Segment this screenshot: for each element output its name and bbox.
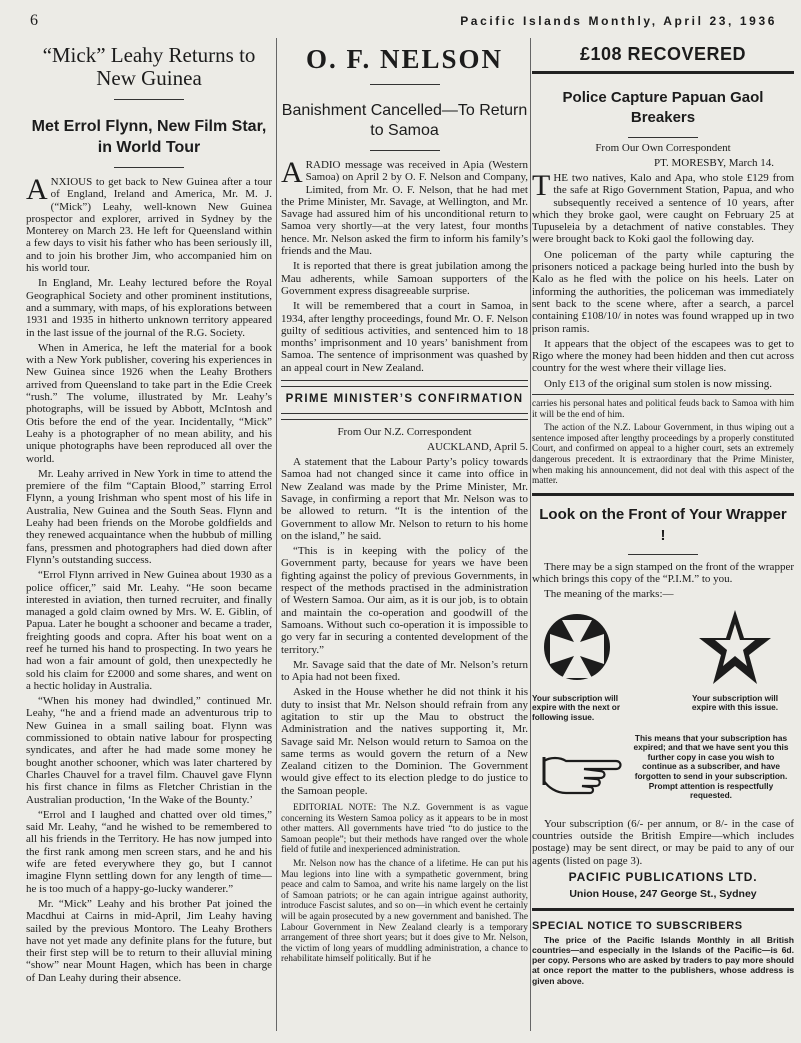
recovered-headline: £108 RECOVERED	[579, 44, 747, 64]
page-number: 6	[30, 12, 38, 29]
wrapper-headline: Look on the Front of Your Wrapper !	[539, 505, 787, 544]
nelson-subhead: Banishment Cancelled—To Return to Samoa	[281, 102, 528, 139]
short-rule	[114, 99, 184, 100]
short-rule	[370, 84, 440, 85]
dropcap: A	[26, 173, 48, 206]
leahy-subhead: Met Errol Flynn, New Film Star, in World Tour	[31, 118, 267, 156]
masthead: Pacific Islands Monthly, April 23, 1936	[460, 14, 777, 28]
circle-cross-icon	[542, 610, 612, 688]
page-header	[30, 12, 777, 34]
editorial-paragraph: EDITORIAL NOTE: The N.Z. Government is as vague concerning its Western Samoa policy as it appears to be in most other matters. All governments have tried “to do justice to the Samoan people”; but their methods have ranged over the whole field of futile and inexperienced administration.	[281, 803, 528, 856]
leahy-paragraph: ANXIOUS to get back to New Guinea after a tour of England, Ireland and America, Mr. M. J. (“Mick”) Leahy, well-known New Guinea prospector and explorer, arrived in Sydney by the Monterey on March 23. He left for Queensland within a few days to visit his father who has been seriously ill, and to join his brother Jim, who accompanied him on his world tour.	[26, 173, 272, 275]
section-title: PRIME MINISTER’S CONFIRMATION	[285, 393, 524, 406]
circle-caption: Your subscription will expire with the next or following issue.	[532, 692, 621, 722]
column-nelson	[281, 38, 528, 1037]
star-caption: Your subscription will expire with this issue.	[691, 692, 779, 713]
column-right	[532, 38, 794, 1037]
nelson-paragraph: A RADIO message was received in Apia (Western Samoa) on April 2 by O. F. Nelson and Company, Limited, from Mr. O. F. Nelson, that he had met the Prime Minister, Mr. Savage, at Wellington, and Mr. Savage had assured him of his unconditional return to Samoa very shortly—at the very latest, four months hence. Mr. Nelson asked the firm to inform his family’s friends and the Mau.	[281, 156, 528, 258]
leahy-paragraph: “When his money had dwindled,” continued Mr. Leahy, “he and a friend made an adventurous trip to New Guinea in a small sailing boat. Flynn was commissioned to obtain native labour for prospecting syndicates, and after he had made some money he bought another schooner, which was later chartered by Charles Chauvel for a travel film. Chauvel gave Flynn his first chance in films as Fletcher Christian in the Australian production, ‘In the Wake of the Bounty.’	[26, 695, 272, 806]
star-icon	[697, 608, 773, 688]
nelson-paragraph: A statement that the Labour Party’s policy towards Samoa had not changed since it came into office in New Zealand was made by the Prime Minister, Mr. Savage, in confirming a report that Mr. Nelson was to be allowed to return. “It is the intention of the Government to allow Mr. Nelson to return to his home on the island,” he said.	[281, 456, 528, 542]
leahy-headline: “Mick” Leahy Returns to New Guinea	[42, 43, 256, 90]
recovered-subhead: Police Capture Papuan Gaol Breakers	[562, 89, 764, 126]
notice-body: The price of the Pacific Islands Monthly in all British countries—and especially in the Islands of the Pacific—is 6d. per copy. Persons who are asked by traders to pay more should at once report the matter to the publishers, whose address is given above.	[532, 934, 794, 986]
nelson-paragraph: Asked in the House whether he did not think it his duty to insist that Mr. Nelson should refrain from any agitation to stir up the Mau to obstruct the Administration and the natives supporting it, Mr. Savage said Mr. Nelson would return to Samoa on the same terms as would govern the return of a New Zealand citizen to the Dominion. The Government would give effect to its election pledge to do justice to the Samoan people.	[281, 686, 528, 797]
divider	[532, 394, 794, 395]
column-leahy	[26, 38, 272, 1037]
dateline: AUCKLAND, April 5.	[427, 441, 528, 454]
editorial-continued	[532, 399, 794, 487]
nelson-paragraph: It will be remembered that a court in Samoa, in 1934, after lengthy proceedings, found Mr. O. F. Nelson guilty of seditious activities, and sentenced him to 18 months’ imprisonment and 10 years’ banishment from Samoa. The sentence of imprisonment was quashed by an appeal court in New Zealand.	[281, 300, 528, 374]
publisher-name: PACIFIC PUBLICATIONS LTD.	[568, 869, 758, 884]
short-rule	[114, 167, 184, 168]
dateline: PT. MORESBY, March 14.	[654, 157, 774, 169]
editorial-paragraph: carries his personal hates and political feuds back to Samoa with him it will be the end of him.	[532, 399, 794, 420]
leahy-paragraph: Mr. “Mick” Leahy and his brother Pat joined the Macdhui at Cairns in mid-April, Jim Leahy having sailed by the previous Montoro. The Leahy Brothers have not yet made any definite plans for the future, but their first step will be to return to their alluvial mining “show” near Mount Hagen, which has been in charge of Dan Leahy during their absence.	[26, 897, 272, 984]
thick-rule	[532, 908, 794, 911]
nelson-headline: O. F. NELSON	[305, 44, 504, 74]
dropcap: A	[281, 156, 303, 189]
thick-rule	[532, 493, 794, 496]
leahy-paragraph: Mr. Leahy arrived in New York in time to attend the premiere of the film “Captain Blood,” starring Errol Flynn, a young Irishman who spent most of his life in Australia, New Guinea and the South Seas. Flynn and Leahy had been friends on the Morobe goldfields and they renewed acquaintance when the hubbub of milling fans, pressmen and photographers had died down after Flynn’s outstanding success.	[26, 467, 272, 566]
leahy-paragraph: When in America, he left the material for a book with a New York publisher, covering his experiences in New Guinea since 1926 when the Leahy Brothers arrived from Queensland to take part in the Edie Creek “rush.” The volume, illustrated by Mr. Leahy’s photographs, will be issued by Abbott, McIntosh and Otis before the end of the year. Incidentally, “Mick” Leahy is a photographer of no mean ability, and his unique photographs have been reproduced all over the world.	[26, 341, 272, 465]
leahy-paragraph: “Errol and I laughed and chatted over old times,” said Mr. Leahy, “and he wished to be remembered to all his friends in the Territory. He has now jumped into the first rank among men screen stars, and he and his wife are feted everywhere they go, but I cannot imagine Flynn settling down for any length of time—he is too much of a happy-go-lucky wanderer.”	[26, 808, 272, 895]
recovered-paragraph: It appears that the object of the escapees was to get to Rigo where the money had been hidden and then cut across country for the west where their village lies.	[532, 337, 794, 375]
recovered-paragraph: Only £13 of the original sum stolen is now missing.	[544, 377, 772, 390]
wrapper-marks	[532, 604, 794, 814]
wrapper-paragraph: Your subscription (6/- per annum, or 8/- in the case of countries outside the British Empire—which includes postage) may be sent direct, or may be paid to any of our agents (listed on page 3).	[532, 817, 794, 867]
nelson-paragraph: “This is in keeping with the policy of the Government party, because for years we have been fighting against the policy of previous Governments, in respect of the methods practised in the administration of Western Samoa. Our aim, as it is our job, is to obtain and maintain the co-operation and goodwill of the Samoans. Without such co-operation it is impossible to go very far in securing a contented development of the territory.”	[281, 545, 528, 656]
leahy-paragraph: “Errol Flynn arrived in New Guinea about 1930 as a police officer,” said Mr. Leahy. “He soon became interested in aviation, then turned recruiter, and finally managed a gold claim owned by Mrs. W. E. Giblin, of Papua. Later he bought a schooner and became a trader, freighting goods and copra. After his boat went on a reef he turned his hand to prospecting. In two years he had won a fair amount of gold, then unexpectedly he sold his claim for £2000 and some shares, and went on a hectic holiday in Australia.	[26, 569, 272, 692]
editorial-note	[281, 803, 528, 965]
short-rule	[628, 137, 698, 138]
correspondent-line: From Our Own Correspondent	[595, 142, 731, 154]
hand-caption: This means that your subscription has expired; and that we have sent you this further copy in case you wish to continue as a subscriber, and have forgotten to send in your subscription. Prompt attention is respectfully requested.	[633, 732, 789, 801]
short-rule	[628, 554, 698, 555]
column-divider	[530, 38, 531, 1031]
pointing-hand-icon	[540, 747, 626, 797]
wrapper-paragraph: There may be a sign stamped on the front of the wrapper which brings this copy of the “P.I.M.” to you.	[532, 560, 794, 586]
notice-title: SPECIAL NOTICE TO SUBSCRIBERS	[532, 919, 743, 932]
leahy-paragraph: In England, Mr. Leahy lectured before the Royal Geographical Society and other prominent institutions, and a summary, with maps, of his explorations between 1931 and 1935 in hitherto unknown territory appeared in the last issue of the journal of the R.G. Society.	[26, 277, 272, 339]
recovered-paragraph: THE two natives, Kalo and Apa, who stole £129 from the safe at Rigo Government Station, Papua, and who subsequently received a sentence of 10 years, after which they broke gaol, were caught on February 25 at Tupuseleia by a detachment of native constables. They were brought back to Koki gaol the following day.	[532, 169, 794, 246]
short-rule	[370, 150, 440, 151]
editorial-paragraph: Mr. Nelson now has the chance of a lifetime. He can put his Mau legions into line with a sympathetic government, bring peace and calm to Samoa, and write his name largely on the list of Samoan patriots; or he can again intrigue against authority, introduce Fascist salutes, and so on—in which event he certainly will be again prosecuted by a new government and banished. The Labour Government in New Zealand clearly is a temporary arrangement of three short years; but it does give to Mr. Nelson, the victim of long years of muddling administration, a chance to rehabilitate himself politically. But if he	[281, 859, 528, 965]
thick-rule	[532, 71, 794, 74]
dropcap: T	[532, 169, 551, 202]
editorial-paragraph: The action of the N.Z. Labour Government, in thus wiping out a sentence imposed after lengthy proceedings by a properly constituted Court, and confirmed on appeal to a higher court, sets an extremely dangerous precedent. It is extraordinary that the Prime Minister, when making his announcement, did not deal with this aspect of the matter.	[532, 423, 794, 487]
nelson-paragraph: Mr. Savage said that the date of Mr. Nelson’s return to Apia had not been fixed.	[281, 658, 528, 684]
wrapper-paragraph: The meaning of the marks:—	[544, 588, 674, 601]
column-divider	[276, 38, 277, 1031]
publisher-address: Union House, 247 George St., Sydney	[569, 887, 757, 900]
nelson-paragraph: It is reported that there is great jubilation among the Mau adherents, while Samoan supporters of the Government express disagreeable surprise.	[281, 260, 528, 297]
correspondent-line: From Our N.Z. Correspondent	[337, 426, 472, 439]
recovered-paragraph: One policeman of the party while capturing the prisoners noticed a package being hurled into the bush by Kalo as he fled with the police on his heels. Later on informing the authorities, the policeman was immediately sent back to the scene where, after a search, a parcel containing £108/10/ in notes was found wrapped up in two prison ramis.	[532, 248, 794, 335]
double-rule	[281, 413, 528, 420]
double-rule	[281, 380, 528, 387]
